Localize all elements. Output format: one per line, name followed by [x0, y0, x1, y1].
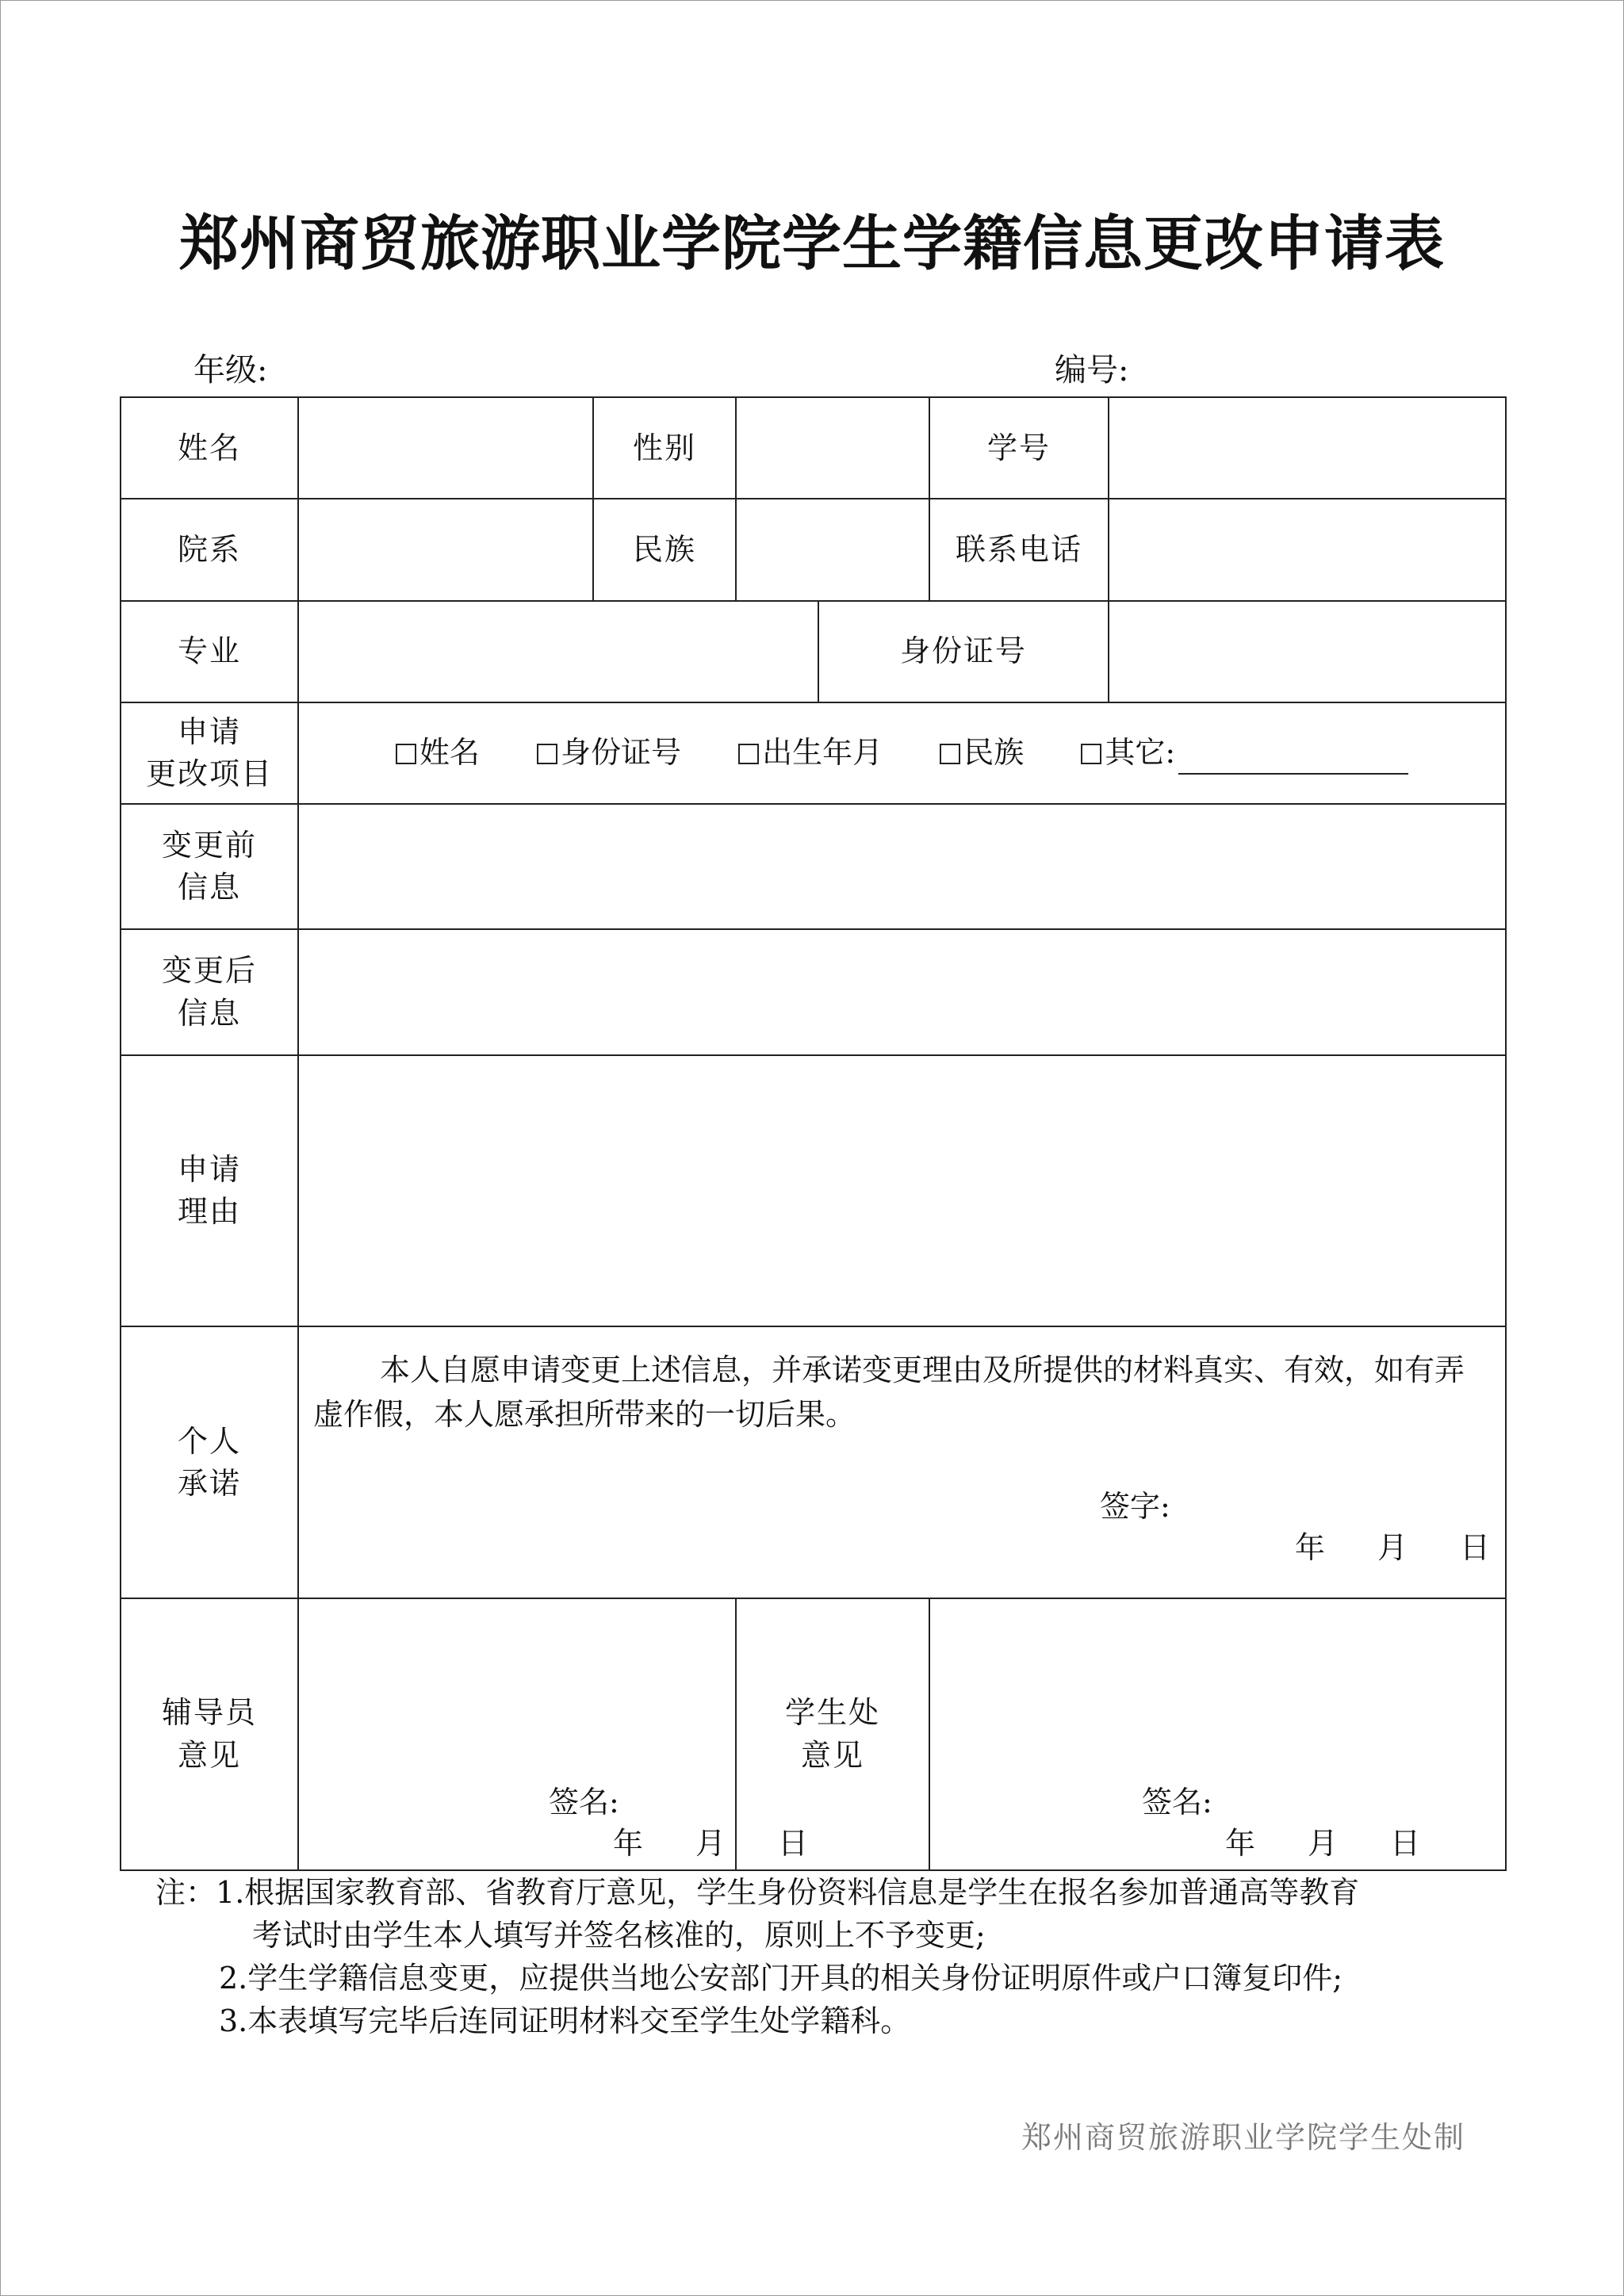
checkbox-icon[interactable]	[537, 744, 557, 764]
day-label: 日	[1390, 1826, 1421, 1862]
option-label: 民族	[963, 735, 1025, 771]
counselor-label-line2: 意见	[177, 1737, 241, 1773]
note-item-2: 2.学生学籍信息变更，应提供当地公安部门开具的相关身份证明原件或户口簿复印件;	[219, 1961, 1343, 1996]
option-name[interactable]	[396, 732, 480, 774]
year-label: 年	[1295, 1530, 1326, 1566]
before-info-label-line1: 变更前	[161, 828, 257, 863]
row-reason	[121, 1055, 1506, 1327]
ethnicity-label: 民族	[593, 499, 736, 600]
application-form-table	[120, 396, 1507, 1871]
other-blank-line[interactable]	[1178, 749, 1408, 775]
row-change-items	[121, 702, 1506, 804]
checkbox-icon[interactable]	[396, 744, 416, 764]
issuing-office: 郑州商贸旅游职业学院学生处制	[1021, 2120, 1465, 2155]
office-opinion-field[interactable]	[929, 1598, 1506, 1870]
ethnicity-field[interactable]	[736, 499, 929, 600]
year-label: 年	[613, 1826, 644, 1862]
option-other[interactable]	[1081, 732, 1408, 774]
name-label: 姓名	[121, 397, 298, 499]
office-date	[1225, 1823, 1420, 1865]
counselor-opinion-label	[121, 1598, 298, 1870]
reason-label-line1: 申请	[177, 1151, 241, 1187]
reason-label	[121, 1055, 298, 1327]
counselor-label-line1: 辅导员	[161, 1695, 257, 1731]
row-promise	[121, 1326, 1506, 1598]
row-opinions	[121, 1598, 1506, 1870]
counselor-date	[613, 1823, 808, 1865]
gender-field[interactable]	[736, 397, 929, 499]
id-number-field[interactable]	[1109, 601, 1506, 702]
note-item-1-cont: 考试时由学生本人填写并签名核准的，原则上不予变更;	[252, 1918, 986, 1953]
notes-section	[155, 1871, 1359, 2042]
name-field[interactable]	[298, 397, 593, 499]
before-info-label	[121, 804, 298, 929]
phone-field[interactable]	[1109, 499, 1506, 600]
option-label: 出生年月	[762, 735, 883, 771]
promise-sign-label: 签字:	[1100, 1489, 1170, 1525]
promise-label	[121, 1326, 298, 1598]
after-info-label	[121, 929, 298, 1054]
apply-items-label-line2: 更改项目	[145, 756, 273, 791]
department-field[interactable]	[298, 499, 593, 600]
option-ethnicity[interactable]	[940, 732, 1024, 774]
after-info-label-line2: 信息	[177, 995, 241, 1031]
serial-number-label: 编号:	[1055, 352, 1129, 388]
reason-field[interactable]	[298, 1055, 1506, 1327]
checkbox-icon[interactable]	[738, 744, 759, 764]
year-label: 年	[1225, 1826, 1256, 1862]
promise-date	[1295, 1527, 1490, 1569]
checkbox-icon[interactable]	[940, 744, 960, 764]
note-text: 1.根据国家教育部、省教育厅意见，学生身份资料信息是学生在报名参加普通高等教育	[216, 1875, 1360, 1910]
counselor-opinion-field[interactable]	[298, 1598, 809, 1870]
apply-items-label-line1: 申请	[177, 714, 241, 749]
change-options	[298, 702, 1506, 804]
apply-items-label	[121, 702, 298, 804]
major-label: 专业	[121, 601, 298, 702]
gender-label: 性别	[593, 397, 736, 499]
promise-label-line2: 承诺	[177, 1465, 241, 1501]
before-info-field[interactable]	[298, 804, 1506, 929]
note-item-3: 3.本表填写完毕后连同证明材料交至学生处学籍科。	[219, 2003, 911, 2038]
checkbox-icon[interactable]	[1081, 744, 1101, 764]
month-label: 月	[1377, 1530, 1408, 1566]
month-label: 月	[695, 1826, 726, 1862]
row-basic-1	[121, 397, 1506, 499]
month-label: 月	[1308, 1826, 1339, 1862]
promise-cell	[298, 1326, 1506, 1598]
day-label: 日	[1460, 1530, 1491, 1566]
form-title: 郑州商贸旅游职业学院学生学籍信息更改申请表	[178, 209, 1445, 278]
option-id-number[interactable]	[537, 732, 681, 774]
notes-prefix: 注：	[155, 1875, 216, 1910]
grade-label: 年级:	[193, 352, 268, 388]
office-label-line1: 学生处	[784, 1695, 880, 1731]
major-field[interactable]	[298, 601, 818, 702]
after-info-label-line1: 变更后	[161, 953, 257, 989]
row-before	[121, 804, 1506, 929]
option-label: 姓名	[419, 735, 480, 771]
option-birth-date[interactable]	[738, 732, 883, 774]
option-label: 其它:	[1105, 735, 1176, 771]
day-label: 日	[778, 1826, 809, 1862]
row-basic-2	[121, 499, 1506, 600]
promise-label-line1: 个人	[177, 1423, 241, 1459]
row-after	[121, 929, 1506, 1054]
after-info-field[interactable]	[298, 929, 1506, 1054]
office-label-line2: 意见	[800, 1737, 864, 1773]
office-sign-label: 签名:	[1142, 1785, 1212, 1820]
note-item-1	[155, 1871, 1359, 1914]
id-number-label: 身份证号	[818, 601, 1109, 702]
student-id-label: 学号	[929, 397, 1109, 499]
phone-label: 联系电话	[929, 499, 1109, 600]
before-info-label-line2: 信息	[177, 870, 241, 905]
reason-label-line2: 理由	[177, 1194, 241, 1230]
department-label: 院系	[121, 499, 298, 600]
row-basic-3	[121, 601, 1506, 702]
promise-statement: 本人自愿申请变更上述信息，并承诺变更理由及所提供的材料真实、有效，如有弄虚作假，本人愿承担所带来的一切后果。	[313, 1353, 1465, 1433]
counselor-sign-label: 签名:	[549, 1785, 619, 1820]
option-label: 身份证号	[560, 735, 681, 771]
student-id-field[interactable]	[1109, 397, 1506, 499]
